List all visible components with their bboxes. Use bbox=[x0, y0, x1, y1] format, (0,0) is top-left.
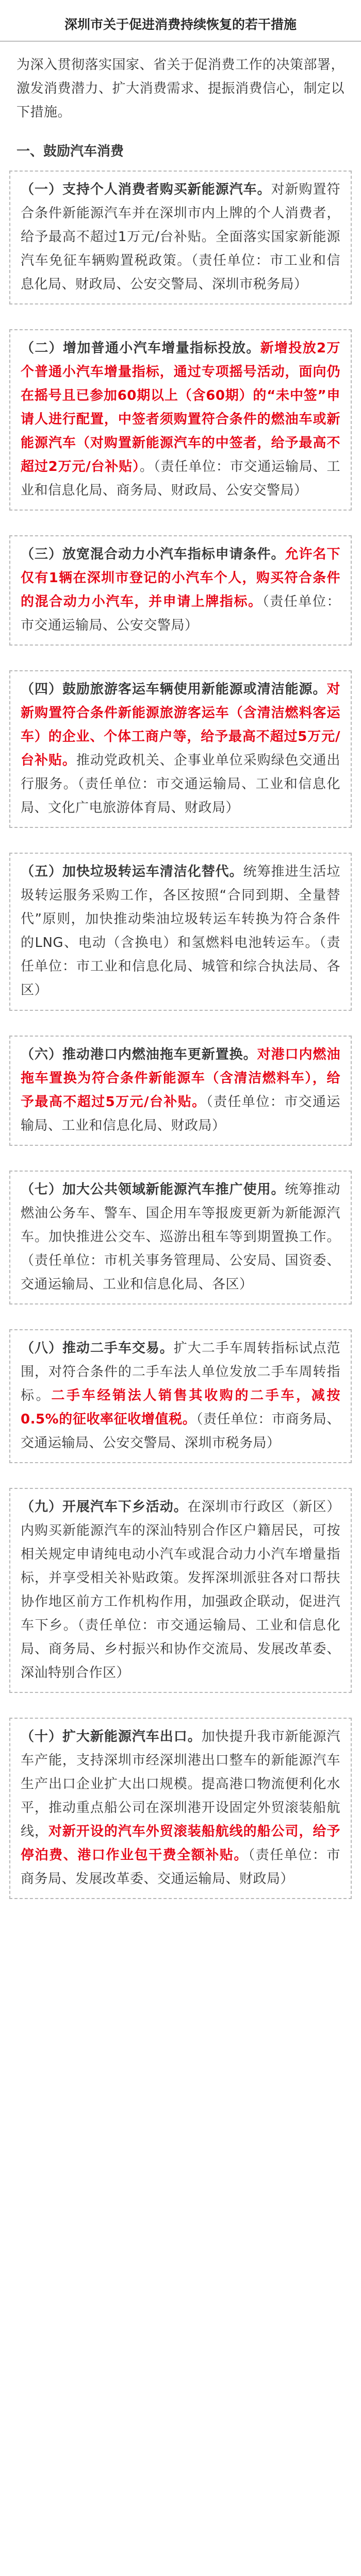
responsible-units: （责任单位：市交通运输局、工业和信息化局、商务局、乡村振兴和协作交流局、发展改革委、深汕特别合作区） bbox=[21, 1617, 340, 1681]
measure-item bbox=[9, 1488, 352, 1693]
measure-text bbox=[21, 1043, 340, 1138]
measure-item bbox=[9, 1329, 352, 1463]
measure-heading: 推动港口内燃油拖车更新置换。 bbox=[62, 1046, 257, 1062]
measures-list bbox=[0, 171, 361, 1899]
measure-body-text: 扩大二手车周转指标试点范围，对符合条件的二手车法人单位发放二手车周转指标。 bbox=[21, 1340, 340, 1403]
measure-text bbox=[21, 1178, 340, 1296]
measure-number: （四） bbox=[21, 682, 62, 698]
measure-body-text: 在深圳市行政区（新区）内购买新能源汽车的深汕特别合作区户籍居民，可按相关规定申请纯电动小汽车或混合动力小汽车增量指标，并享受相关补贴政策。发挥深圳派驻各对口帮扶协作地区前方工作机构作用，加强政企联动，促进汽车下乡。 bbox=[21, 1499, 340, 1633]
measure-body-text: 。 bbox=[139, 459, 154, 475]
highlighted-text: 对新开设的汽车外贸滚装船航线的船公司，给予停泊费、港口作业包干费全额补贴。 bbox=[21, 1823, 340, 1863]
responsible-units: （责任单位：市商务局、发展改革委、交通运输局、财政局） bbox=[21, 1847, 340, 1887]
measure-heading: 鼓励旅游客运车辆使用新能源或清洁能源。 bbox=[62, 682, 327, 698]
measure-item bbox=[9, 1718, 352, 1899]
measure-item bbox=[9, 535, 352, 646]
measure-body-text: 加快提升我市新能源汽车产能，支持深圳市经深圳港出口整车的新能源汽车生产出口企业扩大出口规模。提高港口物流便利化水平，推动重点船公司在深圳港开设固定外贸滚装船航线， bbox=[21, 1728, 340, 1839]
measure-text bbox=[21, 178, 340, 296]
measure-text bbox=[21, 1495, 340, 1685]
measure-heading: 加快垃圾转运车清洁化替代。 bbox=[62, 864, 243, 880]
measure-item bbox=[9, 1036, 352, 1146]
document-title: 深圳市关于促进消费持续恢复的若干措施 bbox=[64, 17, 297, 32]
measure-body-text: 统筹推进生活垃圾转运服务采购工作，各区按照“合同到期、全量替代”原则，加快推动柴油垃圾转运车转换为符合条件的LNG、电动（含换电）和氢燃料电池转运车。 bbox=[21, 864, 340, 951]
measure-text bbox=[21, 1336, 340, 1455]
measure-body-text: 统筹推动燃油公务车、警车、国企用车等报废更新为新能源汽车。加快推进公交车、巡游出租车等到期置换工作。 bbox=[21, 1181, 340, 1245]
measure-heading: 放宽混合动力小汽车指标申请条件。 bbox=[62, 547, 285, 563]
measure-heading: 加大公共领域新能源汽车推广使用。 bbox=[62, 1181, 285, 1197]
highlighted-text: 对新购置符合条件新能源旅游客运车（含清洁燃料客运车）的企业、个体工商户等，给予最高不超过5万元/台补贴。 bbox=[21, 682, 340, 769]
section-title: 一、鼓励汽车消费 bbox=[17, 144, 124, 160]
responsible-units: （责任单位：市交通运输局、公安交警局） bbox=[21, 594, 340, 634]
highlighted-text: 对港口内燃油拖车置换为符合条件新能源车（含清洁燃料车），给予最高不超过5万元/台补贴。 bbox=[21, 1046, 340, 1110]
measure-item bbox=[9, 171, 352, 304]
responsible-units: （责任单位：市商务局、交通运输局、公安交警局、深圳市税务局） bbox=[21, 1411, 340, 1451]
measure-heading: 开展汽车下乡活动。 bbox=[62, 1499, 188, 1515]
measure-item bbox=[9, 329, 352, 511]
measure-item bbox=[9, 853, 352, 1010]
highlighted-text: 允许名下仅有1辆在深圳市登记的小汽车个人，购买符合条件的混合动力小汽车，并申请上牌指标。 bbox=[21, 547, 340, 610]
measure-number: （二） bbox=[21, 341, 63, 357]
measure-text bbox=[21, 543, 340, 637]
measure-text bbox=[21, 1725, 340, 1891]
responsible-units: （责任单位：市交通运输局、工业和信息化局、文化广电旅游体育局、财政局） bbox=[21, 776, 340, 816]
measure-number: （五） bbox=[21, 864, 62, 880]
highlighted-text: 新增投放2万个普通小汽车增量指标，通过专项摇号活动，面向仍在摇号且已参加60期以上（含60期）的“未中签”申请人进行配置，中签者须购置符合条件的燃油车或新能源汽车（对购置新能源汽车的中签者，给予最高不超过2万元/台补贴） bbox=[21, 341, 340, 475]
measure-number: （八） bbox=[21, 1340, 62, 1356]
measure-item bbox=[9, 1171, 352, 1304]
measure-number: （六） bbox=[21, 1046, 62, 1062]
measure-text bbox=[21, 336, 340, 502]
measure-heading: 扩大新能源汽车出口。 bbox=[62, 1728, 202, 1744]
measure-item bbox=[9, 670, 352, 828]
measure-body-text: 对新购置符合条件新能源汽车并在深圳市内上牌的个人消费者，给予最高不超过1万元/台补贴。全面落实国家新能源汽车免征车辆购置税政策。 bbox=[21, 182, 340, 269]
measure-body-text: 推动党政机关、企事业单位采购绿色交通出行服务。 bbox=[21, 753, 340, 792]
measure-heading: 推动二手车交易。 bbox=[62, 1340, 174, 1356]
responsible-units: （责任单位：市交通运输局、工业和信息化局、商务局、财政局、公安交警局） bbox=[21, 459, 340, 499]
measure-text bbox=[21, 860, 340, 1002]
measure-heading: 支持个人消费者购买新能源汽车。 bbox=[62, 182, 271, 198]
measure-number: （九） bbox=[21, 1499, 62, 1515]
measure-number: （十） bbox=[21, 1728, 62, 1744]
responsible-units: （责任单位：市机关事务管理局、公安局、国资委、交通运输局、工业和信息化局、各区） bbox=[21, 1252, 340, 1292]
highlighted-text: 二手车经销法人销售其收购的二手车，减按0.5%的征收率征收增值税。 bbox=[21, 1387, 340, 1427]
measure-heading: 增加普通小汽车增量指标投放。 bbox=[63, 341, 260, 357]
measure-number: （一） bbox=[21, 182, 62, 198]
responsible-units: （责任单位：市工业和信息化局、城管和综合执法局、各区） bbox=[21, 935, 340, 998]
measure-text bbox=[21, 677, 340, 820]
measure-number: （三） bbox=[21, 547, 62, 563]
measure-number: （七） bbox=[21, 1181, 62, 1197]
responsible-units: （责任单位：市交通运输局、工业和信息化局、财政局） bbox=[21, 1094, 340, 1133]
intro-paragraph: 为深入贯彻落实国家、省关于促消费工作的决策部署，激发消费潜力、扩大消费需求、提振消费信心，制定以下措施。 bbox=[17, 57, 345, 121]
responsible-units: （责任单位：市工业和信息化局、财政局、公安交警局、深圳市税务局） bbox=[21, 253, 340, 293]
